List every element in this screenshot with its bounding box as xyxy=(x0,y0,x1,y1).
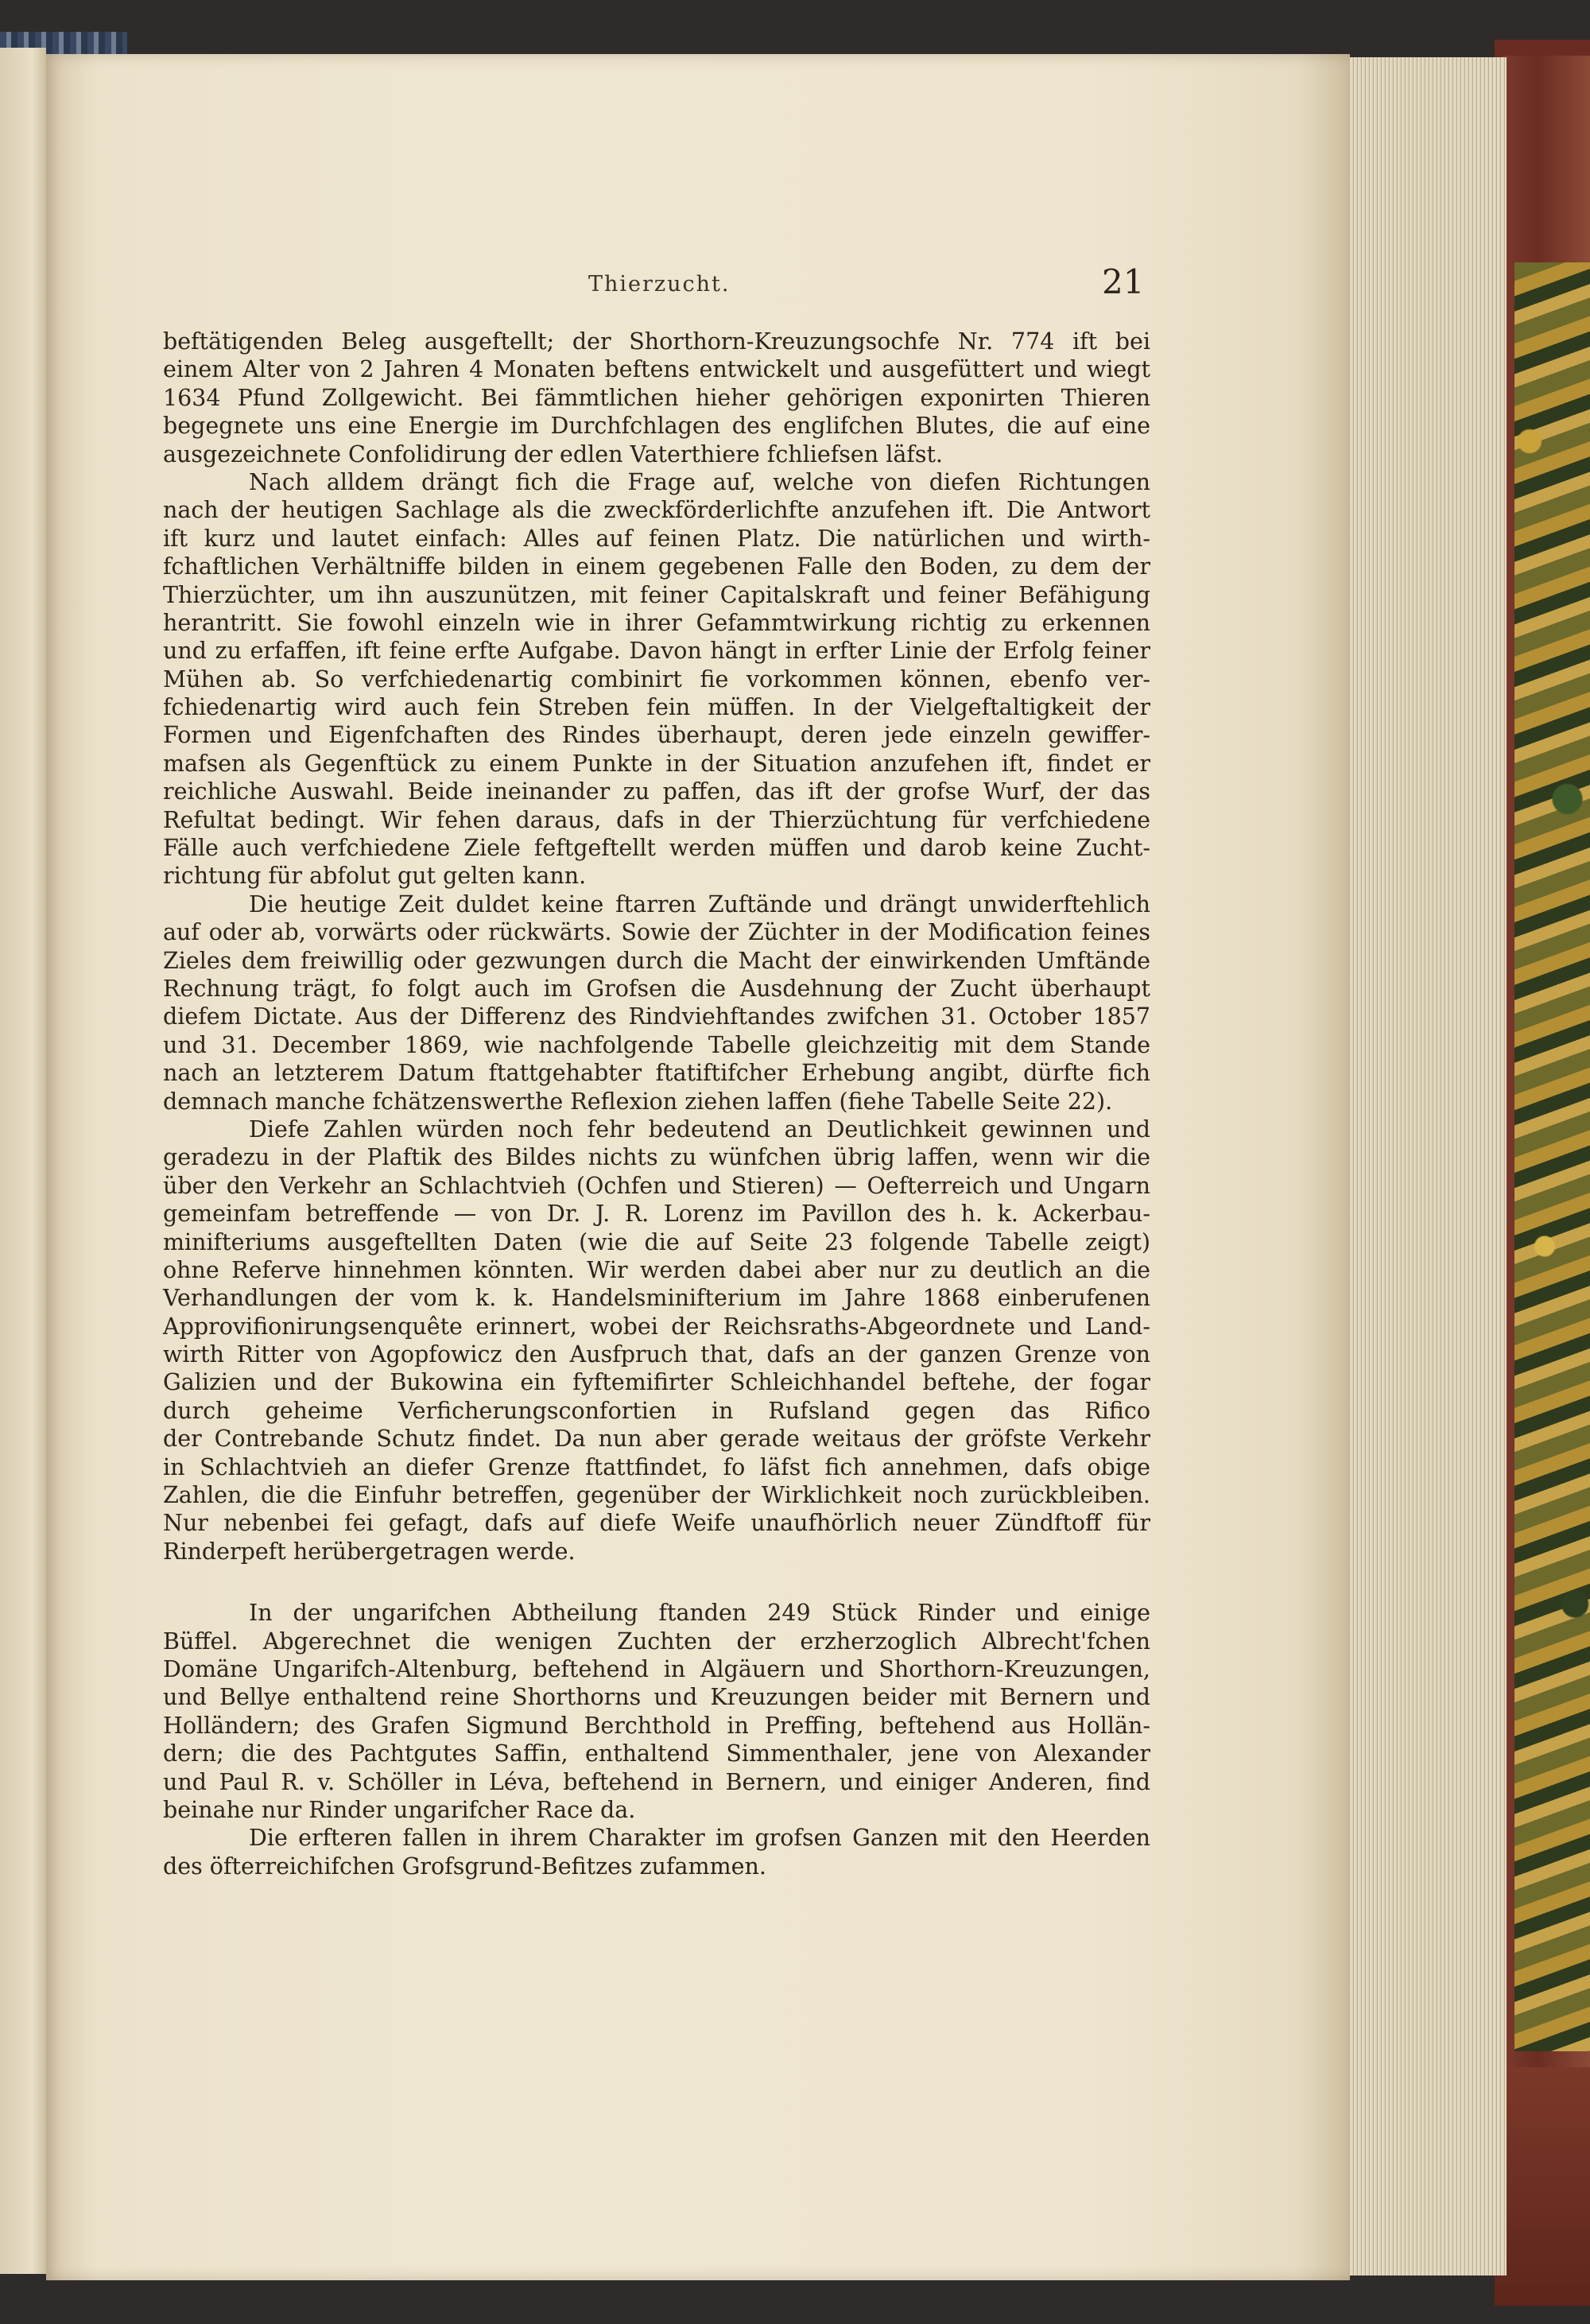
page-header xyxy=(159,262,1145,310)
text-line: nach der heutigen Sachlage als die zweckförderlichfte anzufehen ift. Die Antwort xyxy=(163,497,1150,524)
text-line: gemeinfam betreffende — von Dr. J. R. Lorenz im Pavillon des h. k. Ackerbau- xyxy=(163,1201,1150,1228)
left-page-edge xyxy=(0,48,46,2274)
text-line: des öfterreichifchen Grofsgrund-Befitzes zufammen. xyxy=(163,1853,766,1880)
paragraph xyxy=(163,328,1150,468)
paragraph xyxy=(163,468,1150,890)
text-line: Galizien und der Bukowina ein fyftemifirter Schleichhandel beftehe, der fogar xyxy=(163,1369,1150,1396)
text-line: über den Verkehr an Schlachtvieh (Ochfen und Stieren) — Oefterreich und Ungarn xyxy=(163,1172,1150,1199)
cover-corner-bottom xyxy=(1495,2067,1590,2306)
text-line: demnach manche fchätzenswerthe Reflexion ziehen laffen (fiehe Tabelle Seite 22). xyxy=(163,1088,1113,1115)
marbled-endpaper xyxy=(1514,262,1590,2051)
text-line: Verhandlungen der vom k. k. Handelsminifterium im Jahre 1868 einberufenen xyxy=(163,1285,1150,1312)
body-text xyxy=(163,328,1150,1880)
text-line: Nur nebenbei fei gefagt, dafs auf diefe Weife unaufhörlich neuer Zündftoff für xyxy=(163,1510,1150,1537)
text-line: Refultat bedingt. Wir fehen daraus, dafs in der Thierzüchtung für verfchiedene xyxy=(163,806,1150,833)
paragraph xyxy=(163,1115,1150,1565)
text-line: Zahlen, die die Einfuhr betreffen, gegenüber der Wirklichkeit noch zurückbleiben. xyxy=(163,1482,1150,1509)
text-line: und Bellye enthaltend reine Shorthorns und Kreuzungen beider mit Bernern und xyxy=(163,1684,1150,1711)
text-line: Domäne Ungarifch-Altenburg, beftehend in Algäuern und Shorthorn-Kreuzungen, xyxy=(163,1655,1150,1682)
page-stack-edges xyxy=(1348,57,1507,2276)
text-line: durch geheime Verficherungsconfortien in Rufsland gegen das Rifico xyxy=(163,1397,1150,1424)
text-line: Büffel. Abgerechnet die wenigen Zuchten der erzherzoglich Albrecht'fchen xyxy=(163,1628,1150,1655)
text-line: herantritt. Sie fowohl einzeln wie in ihrer Gefammtwirkung richtig zu erkennen xyxy=(163,609,1150,636)
text-line: und Paul R. v. Schöller in Léva, beftehend in Bernern, und einiger Anderen, find xyxy=(163,1768,1150,1795)
text-line: Nach alldem drängt fich die Frage auf, welche von diefen Richtungen xyxy=(249,468,1150,495)
text-line: diefem Dictate. Aus der Differenz des Rindviehftandes zwifchen 31. October 1857 xyxy=(163,1003,1150,1030)
text-line: einem Alter von 2 Jahren 4 Monaten beftens entwickelt und ausgefüttert und wiegt xyxy=(163,356,1150,383)
text-line: dern; die des Pachtgutes Saffin, enthaltend Simmenthaler, jene von Alexander xyxy=(163,1740,1150,1767)
text-line: der Contrebande Schutz findet. Da nun aber gerade weitaus der gröfste Verkehr xyxy=(163,1426,1150,1453)
text-line: Approvifionirungsenquête erinnert, wobei der Reichsraths-Abgeordnete und Land- xyxy=(163,1313,1150,1340)
text-line: Thierzüchter, um ihn auszunützen, mit feiner Capitalskraft und feiner Befähigung xyxy=(163,581,1150,608)
text-line: ohne Referve hinnehmen könnten. Wir werden dabei aber nur zu deutlich an die xyxy=(163,1256,1150,1283)
text-line: in Schlachtvieh an diefer Grenze ftattfindet, fo läfst fich annehmen, dafs obige xyxy=(163,1453,1150,1480)
text-line: beinahe nur Rinder ungarifcher Race da. xyxy=(163,1796,636,1823)
text-line: wirth Ritter von Agopfowicz den Ausfpruch that, dafs an der ganzen Grenze von xyxy=(163,1341,1150,1368)
paragraph xyxy=(163,1599,1150,1824)
text-line: Rinderpeft herübergetragen werde. xyxy=(163,1538,576,1565)
paragraph xyxy=(163,1824,1150,1880)
text-line: begegnete uns eine Energie im Durchfchlagen des englifchen Blutes, die auf eine xyxy=(163,413,1150,440)
text-line: In der ungarifchen Abtheilung ftanden 249 Stück Rinder und einige xyxy=(249,1600,1150,1627)
text-line: Mühen ab. So verfchiedenartig combinirt fie vorkommen können, ebenfo ver- xyxy=(163,665,1150,693)
text-line: auf oder ab, vorwärts oder rückwärts. Sowie der Züchter in der Modification feines xyxy=(163,919,1150,946)
text-line: richtung für abfolut gut gelten kann. xyxy=(163,863,587,890)
text-line: Die heutige Zeit duldet keine ftarren Zuftände und drängt unwiderftehlich xyxy=(249,890,1150,918)
paragraph xyxy=(163,890,1150,1115)
text-line: Fälle auch verfchiedene Ziele feftgeftellt werden müffen und darob keine Zucht- xyxy=(163,835,1150,862)
text-line: minifteriums ausgeftellten Daten (wie die auf Seite 23 folgende Tabelle zeigt) xyxy=(163,1228,1150,1255)
text-line: 1634 Pfund Zollgewicht. Bei fämmtlichen hieher gehörigen exponirten Thieren xyxy=(163,384,1150,411)
text-line: Die erfteren fallen in ihrem Charakter im grofsen Ganzen mit den Heerden xyxy=(249,1825,1150,1852)
text-line: fchaftlichen Verhältniffe bilden in einem gegebenen Falle den Boden, zu dem der xyxy=(163,553,1150,580)
text-line: beftätigenden Beleg ausgeftellt; der Shorthorn-Kreuzungsochfe Nr. 774 ift bei xyxy=(163,328,1150,355)
text-line: reichliche Auswahl. Beide ineinander zu paffen, das ift der grofse Wurf, der das xyxy=(163,778,1150,805)
text-line: und zu erfaffen, ift feine erfte Aufgabe. Davon hängt in erfter Linie der Erfolg feiner xyxy=(163,638,1150,665)
text-line: mafsen als Gegenftück zu einem Punkte in der Situation anzufehen ift, findet er xyxy=(163,750,1150,777)
text-line: Zieles dem freiwillig oder gezwungen durch die Macht der einwirkenden Umftände xyxy=(163,947,1150,974)
text-line: Diefe Zahlen würden noch fehr bedeutend an Deutlichkeit gewinnen und xyxy=(249,1115,1150,1143)
text-line: Rechnung trägt, fo folgt auch im Grofsen die Ausdehnung der Zucht überhaupt xyxy=(163,975,1150,1002)
page-number: 21 xyxy=(1102,262,1145,301)
running-head: Thierzucht. xyxy=(588,272,731,297)
text-line: ausgezeichnete Confolidirung der edlen Vaterthiere fchliefsen läfst. xyxy=(163,440,943,468)
text-line: Holländern; des Grafen Sigmund Berchthold in Preffing, beftehend aus Hollän- xyxy=(163,1712,1150,1739)
text-line: fchiedenartig wird auch fein Streben fein müffen. In der Vielgeftaltigkeit der xyxy=(163,694,1150,721)
text-line: geradezu in der Plaftik des Bildes nichts zu wünfchen übrig laffen, wenn wir die xyxy=(163,1144,1150,1171)
text-line: Formen und Eigenfchaften des Rindes überhaupt, deren jede einzeln gewiffer- xyxy=(163,722,1150,749)
paragraph-gap xyxy=(163,1565,1150,1599)
text-line: nach an letzterem Datum ftattgehabter ftatiftifcher Erhebung angibt, dürfte fich xyxy=(163,1060,1150,1087)
text-line: und 31. December 1869, wie nachfolgende Tabelle gleichzeitig mit dem Stande xyxy=(163,1031,1150,1058)
text-line: ift kurz und lautet einfach: Alles auf feinen Platz. Die natürlichen und wirth- xyxy=(163,525,1150,552)
